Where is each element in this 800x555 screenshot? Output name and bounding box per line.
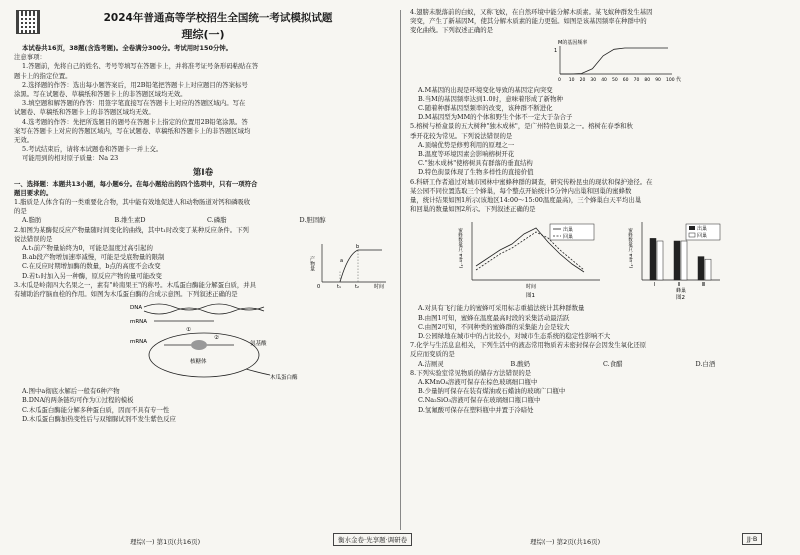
q2-xlabel: 时间 <box>374 283 385 290</box>
q8-option-c[interactable]: C.Na₂SiO₃溶液可保存在玻璃细口瓶口瓶中 <box>418 396 541 405</box>
q7-option-d[interactable]: D.白酒 <box>695 359 716 368</box>
q6-option-d[interactable]: D.公园绿地在城市中的占比较小，对城市生态系统的稳定性影响不大 <box>418 332 611 341</box>
q4-stem-cont: 突变，产生了新基因M，使其分解木质素的能力更强。如图是该基因频率在种群中的 <box>410 17 647 26</box>
step-2-label: ② <box>214 335 219 342</box>
q7-option-a[interactable]: A.洁厕灵 <box>418 359 444 368</box>
q3-stem: 3.木瓜是岭南四大名果之一，素有"岭南果王"的称号。木瓜蛋白酶能分解蛋白质，并具 <box>14 280 257 289</box>
q4-xunit: 代 <box>676 76 682 83</box>
fig2-legend-back: 回巢 <box>697 233 708 240</box>
q2-options <box>14 244 304 281</box>
fig2-category-label: Ⅰ <box>654 282 656 289</box>
part1-heading: 一、选择题：本题共13小题，每小题6分。在每小题给出的四个选项中，只有一项符合 <box>14 179 258 188</box>
q4-x-tick-label: 20 <box>579 77 586 83</box>
exam-subtitle: 理综(一) <box>181 28 225 41</box>
cell-outline <box>149 333 259 377</box>
q2-option-b[interactable]: B.ab段产物增加速率减慢，可能是受底物量的限制 <box>22 253 165 262</box>
footer-right: 理综(一) 第2页(共16页) <box>530 538 601 546</box>
q2-t2-label: t₂ <box>355 283 359 290</box>
fig2-xlabel: 蜂巢 <box>676 288 687 295</box>
dna-strand <box>144 304 264 310</box>
exam-title: 2024年普通高等学校招生全国统一考试模拟试题 <box>103 12 333 24</box>
q1-option-c[interactable]: C.磷脂 <box>207 216 227 225</box>
q8-option-a[interactable]: A.KMnO₄溶液可保存在棕色玻璃细口瓶中 <box>418 378 538 387</box>
fig2-ylabel: 蜜蜂数量(只·min⁻¹) <box>627 228 633 269</box>
q1-stem: 1.脂质是人体含有的一类重要化合物，其中能有效地促进人和动物肠道对钙和磷吸收 <box>14 198 251 207</box>
note-line: 2.选择题的作答：选出每小题答案后，用2B铅笔把答题卡上对应题目的答案标号 <box>22 80 248 89</box>
q6-figures <box>410 214 788 300</box>
q5-option-c[interactable]: C."独木成林"使榕树具有群落的垂直结构 <box>418 159 533 168</box>
q4-option-c[interactable]: C.随着种群基因型频率的改变，该种群不断进化 <box>418 104 553 113</box>
question-1 <box>14 198 392 226</box>
q1-options <box>14 216 392 225</box>
right-column <box>410 8 788 415</box>
q1-option-a[interactable]: A.脂肪 <box>22 216 42 225</box>
q3-option-b[interactable]: B.DNA的两条链均可作为①过程的模板 <box>22 396 134 405</box>
q7-stem: 7.化学与生活息息相关，下列生活中的液态常用物质若未密封保存会因发生氧化还原 <box>410 341 647 350</box>
q2-curve <box>340 250 382 282</box>
q6-stem-cont: 某公园不同位置选取三个蜂巢，每个整点开始统计5分钟内出巢和回巢的蜜蜂数 <box>410 186 632 195</box>
q6-option-a[interactable]: A.对具有飞行能力的蜜蜂可采用标志重捕法统计其种群数量 <box>418 304 585 313</box>
question-7 <box>410 341 788 369</box>
fig1-caption: 图1 <box>526 293 535 300</box>
q8-option-d[interactable]: D.氢氟酸可保存在塑料瓶中并置于冷暗处 <box>418 405 534 414</box>
footer-center-badge: 衡水金卷·先享题·调研卷 <box>333 533 412 546</box>
notes-list <box>14 62 392 163</box>
q4-x-tick-label: 0 <box>558 77 561 83</box>
q5-stem-cont: 季开花较为常见。下列说法错误的是 <box>410 131 513 140</box>
q2-option-c[interactable]: C.在反应时期增加酶的数量，b点的高度不会改变 <box>22 262 161 271</box>
q3-stem-cont: 有辅助治疗脑血栓的作用。如图为木瓜蛋白酶的合成示意图。下列叙述正确的是 <box>14 290 238 299</box>
amino-acid-label: 氨基酸 <box>250 341 267 348</box>
q4-option-b[interactable]: B.当M的基因频率达到1.0时，意味着形成了新物种 <box>418 94 563 103</box>
q4-x-tick-label: 70 <box>633 77 640 83</box>
note-line: 4.选考题的作答：先把所选题目的题号在答题卡上指定的位置用2B铅笔涂黑。答 <box>22 117 248 126</box>
q6-option-c[interactable]: C.由图2可知，不同种类的蜜蜂群的采集能力会是较大 <box>418 322 570 331</box>
dna-strand-2 <box>144 308 264 314</box>
q4-ylabel: M的基因频率 <box>558 39 588 46</box>
fig1-legend-back: 回巢 <box>563 234 574 241</box>
q5-option-d[interactable]: D.特色街景体现了生物多样性的直接价值 <box>418 168 534 177</box>
ribosome-label: 核糖体 <box>190 359 207 366</box>
fig2-category-label: Ⅲ <box>702 282 706 289</box>
q2-option-a[interactable]: A.t₁前产物量始终为0，可能是温度过高引起的 <box>22 244 153 253</box>
q6-stem-cont2: 量，统计结果如图1所示(该地区14:00～15:00温度最高)，三个蜂巢白天平均出巢 <box>410 196 642 205</box>
q4-line <box>560 48 668 74</box>
q2-option-d[interactable]: D.若t₁时加入另一种酶，原反应产物的量可能改变 <box>22 271 162 280</box>
part1-heading-cont: 题目要求的。 <box>14 188 53 197</box>
q2-t1-label: t₁ <box>337 283 341 290</box>
q1-option-d[interactable]: D.胆固醇 <box>299 216 326 225</box>
q4-x-tick-label: 10 <box>568 77 575 83</box>
fig2-bar <box>681 241 687 280</box>
left-column <box>14 8 392 424</box>
note-line: 案写在答题卡上对应的答题区域内，写在试题卷、草稿纸和答题卡上的非答题区域均 <box>14 126 251 135</box>
question-6 <box>410 178 788 342</box>
question-4 <box>410 8 788 122</box>
q2-ylabel: 产物量 <box>309 255 315 271</box>
column-divider <box>400 10 401 530</box>
q2-point-b: b <box>356 243 360 250</box>
q8-stem: 8.下列实验室常见物质的储存方法错误的是 <box>410 368 532 377</box>
q2-point-a: a <box>340 257 344 264</box>
q6-stem-cont3: 和回巢的数量如图2所示。下列叙述正确的是 <box>410 205 536 214</box>
fig2-caption: 图2 <box>676 295 685 302</box>
q4-x-tick-label: 50 <box>612 77 618 83</box>
q5-stem: 5.榕树与桥盒景的五大树种"独木成林"，是广州特色街景之一。榕树在春季和秋 <box>410 122 633 131</box>
q5-option-b[interactable]: B.温度等环境因素会影响榕树开花 <box>418 150 515 159</box>
exam-info: 本试卷共16页，38题(含选考题)。全卷满分300分。考试用时150分钟。 <box>22 44 233 52</box>
q2-stem: 2.如图为某酶促反应产物量随时间变化的曲线，其中t₁时改变了某种反应条件。下列 <box>14 225 249 234</box>
fig2-bar <box>698 257 704 280</box>
q4-stem: 4.翅膀未脱落前的白蚁，又称飞蚁，在自然环境中能分解木质素。某飞蚁种群发生基因 <box>410 8 653 16</box>
q4-option-a[interactable]: A.M基因的出现是环境变化导致的基因定向突变 <box>418 85 553 94</box>
note-line: 试题卷、草稿纸和答题卡上的非答题区域均无效。 <box>14 108 155 117</box>
fig2-bar <box>674 241 680 280</box>
q1-option-b[interactable]: B.维生素D <box>114 216 146 225</box>
q4-x-ticks <box>558 77 675 83</box>
section-heading: 第Ⅰ卷 <box>192 167 214 178</box>
footer-left: 理综(一) 第1页(共16页) <box>130 538 201 546</box>
q2-origin: 0 <box>317 283 321 290</box>
fig1-ylabel: 蜜蜂数量(只·min⁻¹) <box>457 228 463 269</box>
q4-x-tick-label: 30 <box>590 77 597 83</box>
question-3 <box>14 281 392 424</box>
q6-stem: 6.科研工作者通过对城市园林中蜜蜂种群的调查，研究传粉昆虫的现状和保护途径。在 <box>410 177 653 186</box>
q4-stem-cont2: 变化曲线。下列叙述正确的是 <box>410 26 494 35</box>
fig2-bar <box>705 260 711 281</box>
fig2-category-label: Ⅱ <box>678 282 681 289</box>
question-8 <box>410 369 788 415</box>
q4-x-tick-label: 90 <box>655 77 661 83</box>
fig2-legend-out-swatch <box>689 226 695 230</box>
footer-code-badge: JJ·B <box>742 533 762 545</box>
q5-option-a[interactable]: A.顶端优势是修剪利用的原理之一 <box>418 140 515 149</box>
product-label: 木瓜蛋白酶 <box>270 375 298 382</box>
note-line: 涂黑。写在试题卷、草稿纸和答题卡上的非答题区域均无效。 <box>14 90 187 99</box>
q2-stem-cont: 说法错误的是 <box>14 234 53 243</box>
note-line: 无效。 <box>14 136 34 145</box>
q4-x-tick-label: 100 <box>666 77 675 83</box>
mrna-label-2: mRNA <box>130 339 148 346</box>
ribosome <box>191 340 207 350</box>
fig1-xlabel: 时间 <box>526 284 537 291</box>
note-line: 5.考试结束后，请将本试题卷和答题卡一并上交。 <box>22 145 163 154</box>
fig2-bar <box>657 241 663 280</box>
note-line: 可能用到的相对原子质量：Na 23 <box>22 154 119 163</box>
q6-option-b[interactable]: B.由图1可知，蜜蜂在温度最高时段的采集活动最活跃 <box>418 313 570 322</box>
q7-option-b[interactable]: B.酸奶 <box>510 359 531 368</box>
q3-option-a[interactable]: A.图中a彻底水解后一般有6种产物 <box>22 387 120 396</box>
note-line: 1.答题前，先将自己的姓名、考号等填写在答题卡上，并将准考证号条形码粘贴在答 <box>22 62 259 71</box>
q4-x-tick-label: 60 <box>622 77 629 83</box>
q1-stem-cont: 的是 <box>14 207 27 216</box>
q4-option-d[interactable]: D.M基因型为MM的个体和野生个体不一定大于杂合子 <box>418 113 573 122</box>
q7-options <box>410 360 788 369</box>
step-1-label: ① <box>186 327 191 334</box>
q8-option-b[interactable]: B.少量钠可保存在装有煤油或石蜡油的玻璃广口瓶中 <box>418 387 566 396</box>
q4-x-tick-label: 80 <box>644 77 651 83</box>
q3-protein-synthesis-figure <box>14 299 392 383</box>
fig2-bar <box>650 239 656 281</box>
note-line: 题卡上的指定位置。 <box>14 71 72 80</box>
q3-option-d[interactable]: D.木瓜蛋白酶加热变性后与双缩脲试剂不发生紫色反应 <box>22 414 176 423</box>
fig1-legend-out: 出巢 <box>563 227 574 234</box>
question-5 <box>410 122 788 177</box>
fig2-legend-back-swatch <box>689 233 695 237</box>
notes-heading: 注意事项： <box>14 53 46 62</box>
product-chain <box>246 369 270 375</box>
fig2-legend-out: 出巢 <box>697 226 708 233</box>
mrna-label: mRNA <box>130 319 148 326</box>
q7-option-c[interactable]: C.食醋 <box>603 359 623 368</box>
dna-label: DNA <box>130 305 143 312</box>
q4-gene-frequency-chart <box>410 36 788 82</box>
q3-option-c[interactable]: C.木瓜蛋白酶能分解多种蛋白质，因而不具有专一性 <box>22 405 170 414</box>
q4-x-tick-label: 40 <box>601 77 607 83</box>
q7-stem-cont: 反应而变质的是 <box>410 350 455 359</box>
fig2-bars <box>650 239 711 289</box>
q4-y1: 1 <box>554 47 558 54</box>
note-line: 3.填空题和解答题的作答：用签字笔直接写在答题卡上对应的答题区域内。写在 <box>22 99 246 108</box>
